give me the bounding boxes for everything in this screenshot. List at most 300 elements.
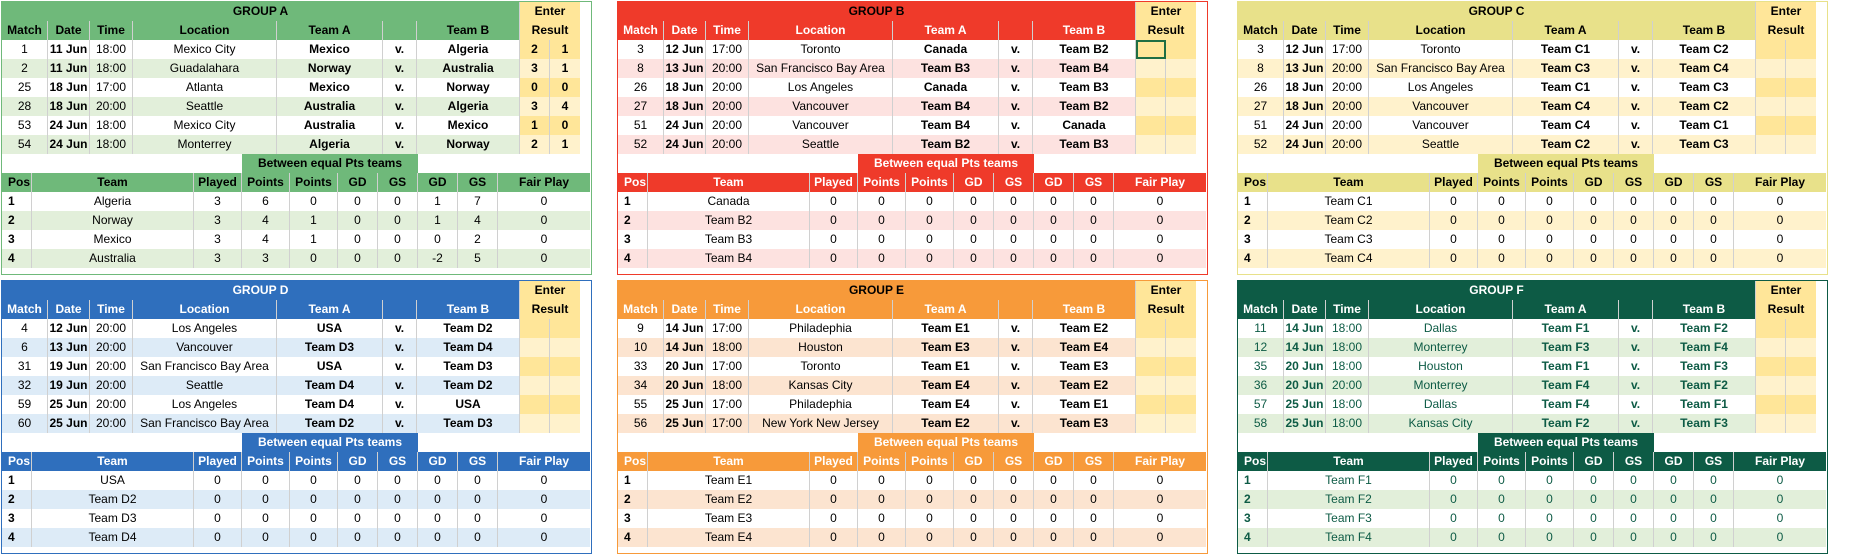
standings-between-gd: 0 bbox=[1574, 230, 1614, 249]
match-time: 20:00 bbox=[1326, 376, 1369, 395]
score-b-cell[interactable] bbox=[550, 376, 580, 395]
match-location: New York New Jersey bbox=[749, 414, 893, 433]
standings-header-gd: GD bbox=[1654, 173, 1694, 192]
match-time: 20:00 bbox=[1326, 116, 1369, 135]
header-team-b: Team B bbox=[1653, 21, 1756, 40]
match-vs: v. bbox=[999, 319, 1033, 338]
standings-team: Team C1 bbox=[1268, 192, 1430, 211]
standings-pos: 1 bbox=[2, 192, 32, 211]
match-row bbox=[2, 395, 591, 414]
standings-gd: 0 bbox=[1654, 509, 1694, 528]
match-location: Toronto bbox=[749, 357, 893, 376]
header-time: Time bbox=[1326, 300, 1369, 319]
score-a-cell[interactable] bbox=[1756, 376, 1786, 395]
match-time: 20:00 bbox=[90, 395, 133, 414]
score-a-cell[interactable]: 1 bbox=[520, 116, 550, 135]
match-team-b: Team F1 bbox=[1653, 395, 1756, 414]
standings-between-gd: 0 bbox=[954, 490, 994, 509]
standings-played: 3 bbox=[194, 192, 242, 211]
standings-row bbox=[618, 192, 1207, 211]
standings-header-between-gd: GD bbox=[954, 452, 994, 471]
score-b-cell[interactable] bbox=[1166, 135, 1196, 154]
match-row bbox=[618, 357, 1207, 376]
match-location: Seattle bbox=[749, 135, 893, 154]
match-location: Kansas City bbox=[749, 376, 893, 395]
standings-gs: 0 bbox=[1694, 490, 1734, 509]
match-number: 52 bbox=[1238, 135, 1284, 154]
standings-fair-play: 0 bbox=[1734, 230, 1826, 249]
match-vs: v. bbox=[1619, 376, 1653, 395]
score-b-cell[interactable] bbox=[1786, 376, 1816, 395]
standings-points: 0 bbox=[858, 528, 906, 547]
match-team-a: Team F4 bbox=[1513, 376, 1619, 395]
standings-between-points: 0 bbox=[1526, 211, 1574, 230]
standings-played: 0 bbox=[194, 490, 242, 509]
match-location: Houston bbox=[749, 338, 893, 357]
match-vs: v. bbox=[999, 59, 1033, 78]
score-a-cell[interactable] bbox=[1136, 135, 1166, 154]
score-b-cell[interactable] bbox=[1786, 319, 1816, 338]
match-vs: v. bbox=[383, 40, 417, 59]
score-a-cell[interactable] bbox=[520, 357, 550, 376]
standings-header-between-points: Points bbox=[1526, 452, 1574, 471]
score-b-cell[interactable] bbox=[1166, 116, 1196, 135]
standings-between-gd: 0 bbox=[338, 211, 378, 230]
score-a-cell[interactable] bbox=[1756, 116, 1786, 135]
match-time: 20:00 bbox=[706, 116, 749, 135]
score-b-cell[interactable]: 1 bbox=[550, 40, 580, 59]
standings-between-points: 0 bbox=[290, 528, 338, 547]
standings-row bbox=[1238, 528, 1827, 547]
score-a-cell[interactable] bbox=[1136, 78, 1166, 97]
score-b-cell[interactable] bbox=[1786, 414, 1816, 433]
score-b-cell[interactable] bbox=[1786, 40, 1816, 59]
match-location: Dallas bbox=[1369, 395, 1513, 414]
score-a-cell[interactable] bbox=[520, 395, 550, 414]
standings-header-played: Played bbox=[1430, 173, 1478, 192]
standings-header-fair-play: Fair Play bbox=[498, 173, 590, 192]
match-date: 25 Jun bbox=[1284, 395, 1326, 414]
match-location: Toronto bbox=[1369, 40, 1513, 59]
header-match: Match bbox=[1238, 300, 1284, 319]
standings-team: Algeria bbox=[32, 192, 194, 211]
match-number: 28 bbox=[2, 97, 48, 116]
standings-played: 0 bbox=[810, 230, 858, 249]
match-team-b: Team E2 bbox=[1033, 376, 1136, 395]
score-a-cell[interactable] bbox=[1756, 78, 1786, 97]
score-b-cell[interactable]: 4 bbox=[550, 97, 580, 116]
score-b-cell[interactable] bbox=[550, 319, 580, 338]
between-row bbox=[2, 433, 591, 452]
match-row bbox=[1238, 414, 1827, 433]
match-row bbox=[618, 97, 1207, 116]
match-vs: v. bbox=[1619, 40, 1653, 59]
standings-between-gd: 0 bbox=[1574, 528, 1614, 547]
standings-between-gs: 0 bbox=[994, 528, 1034, 547]
match-row bbox=[2, 59, 591, 78]
standings-gd: 0 bbox=[1654, 528, 1694, 547]
match-team-a: Team E1 bbox=[893, 357, 999, 376]
group-title-row bbox=[2, 2, 591, 21]
header-date: Date bbox=[664, 300, 706, 319]
match-team-a: Team E2 bbox=[893, 414, 999, 433]
standings-played: 0 bbox=[1430, 471, 1478, 490]
match-row bbox=[1238, 338, 1827, 357]
standings-between-gs: 0 bbox=[994, 490, 1034, 509]
score-a-cell[interactable] bbox=[1136, 40, 1166, 59]
standings-between-gs: 0 bbox=[378, 490, 418, 509]
standings-between-points: 0 bbox=[290, 471, 338, 490]
standings-played: 0 bbox=[1430, 509, 1478, 528]
match-number: 2 bbox=[2, 59, 48, 78]
match-number: 9 bbox=[618, 319, 664, 338]
standings-team: Team B2 bbox=[648, 211, 810, 230]
standings-between-gd: 0 bbox=[1574, 211, 1614, 230]
score-b-cell[interactable] bbox=[1166, 40, 1196, 59]
standings-header-played: Played bbox=[810, 173, 858, 192]
match-location: San Francisco Bay Area bbox=[133, 414, 277, 433]
standings-pos: 4 bbox=[2, 528, 32, 547]
score-a-cell[interactable] bbox=[520, 319, 550, 338]
score-b-cell[interactable] bbox=[1786, 357, 1816, 376]
standings-header-team: Team bbox=[648, 452, 810, 471]
match-location: Vancouver bbox=[749, 116, 893, 135]
score-a-cell[interactable]: 3 bbox=[520, 59, 550, 78]
match-row bbox=[1238, 135, 1827, 154]
match-vs: v. bbox=[383, 357, 417, 376]
match-date: 18 Jun bbox=[664, 78, 706, 97]
standings-fair-play: 0 bbox=[1114, 528, 1206, 547]
score-b-cell[interactable] bbox=[1786, 338, 1816, 357]
standings-header-points: Points bbox=[858, 452, 906, 471]
group-panel-group-b bbox=[617, 1, 1208, 275]
match-number: 51 bbox=[618, 116, 664, 135]
standings-gs: 0 bbox=[458, 528, 498, 547]
score-b-cell[interactable] bbox=[1786, 135, 1816, 154]
match-location: Dallas bbox=[1369, 319, 1513, 338]
score-b-cell[interactable] bbox=[1166, 319, 1196, 338]
score-a-cell[interactable] bbox=[1136, 97, 1166, 116]
match-team-a: Team C4 bbox=[1513, 116, 1619, 135]
score-a-cell[interactable] bbox=[1136, 319, 1166, 338]
header-date: Date bbox=[48, 21, 90, 40]
standings-played: 0 bbox=[1430, 490, 1478, 509]
match-number: 52 bbox=[618, 135, 664, 154]
standings-team: Team B4 bbox=[648, 249, 810, 268]
score-b-cell[interactable] bbox=[550, 338, 580, 357]
header-team-b: Team B bbox=[1653, 300, 1756, 319]
standings-between-gs: 0 bbox=[994, 211, 1034, 230]
score-a-cell[interactable] bbox=[1756, 59, 1786, 78]
result-label: Result bbox=[1136, 300, 1196, 319]
standings-between-points: 0 bbox=[1526, 490, 1574, 509]
standings-fair-play: 0 bbox=[1734, 509, 1826, 528]
match-location: San Francisco Bay Area bbox=[1369, 59, 1513, 78]
score-a-cell[interactable] bbox=[1756, 135, 1786, 154]
enter-label: Enter bbox=[1136, 281, 1196, 300]
between-spacer bbox=[2, 154, 242, 173]
header-vs-blank bbox=[1619, 21, 1653, 40]
group-grid bbox=[618, 2, 1207, 274]
match-vs: v. bbox=[1619, 338, 1653, 357]
match-team-a: Team D2 bbox=[277, 414, 383, 433]
match-number: 12 bbox=[1238, 338, 1284, 357]
standings-gd: 0 bbox=[418, 471, 458, 490]
standings-played: 3 bbox=[194, 230, 242, 249]
group-title: GROUP A bbox=[2, 2, 520, 21]
match-date: 18 Jun bbox=[48, 97, 90, 116]
group-grid bbox=[2, 2, 591, 274]
score-a-cell[interactable] bbox=[1136, 376, 1166, 395]
match-team-a: Team F2 bbox=[1513, 414, 1619, 433]
match-number: 59 bbox=[2, 395, 48, 414]
score-b-cell[interactable] bbox=[1166, 357, 1196, 376]
match-date: 12 Jun bbox=[664, 40, 706, 59]
match-number: 3 bbox=[618, 40, 664, 59]
standings-points: 3 bbox=[242, 249, 290, 268]
group-title: GROUP B bbox=[618, 2, 1136, 21]
standings-fair-play: 0 bbox=[498, 509, 590, 528]
standings-between-gd: 0 bbox=[1574, 192, 1614, 211]
score-a-cell[interactable] bbox=[1756, 395, 1786, 414]
standings-gd: 0 bbox=[1034, 211, 1074, 230]
standings-played: 0 bbox=[810, 509, 858, 528]
score-b-cell[interactable] bbox=[1786, 97, 1816, 116]
match-vs: v. bbox=[383, 116, 417, 135]
group-title: GROUP C bbox=[1238, 2, 1756, 21]
score-b-cell[interactable]: 1 bbox=[550, 59, 580, 78]
match-number: 11 bbox=[1238, 319, 1284, 338]
score-a-cell[interactable] bbox=[1136, 59, 1166, 78]
match-row bbox=[1238, 395, 1827, 414]
standings-between-gs: 0 bbox=[378, 249, 418, 268]
standings-between-gs: 0 bbox=[1614, 211, 1654, 230]
header-vs-blank bbox=[383, 21, 417, 40]
match-number: 4 bbox=[2, 319, 48, 338]
match-number: 34 bbox=[618, 376, 664, 395]
score-a-cell[interactable] bbox=[1136, 338, 1166, 357]
match-team-b: Australia bbox=[417, 59, 520, 78]
match-number: 25 bbox=[2, 78, 48, 97]
match-vs: v. bbox=[383, 395, 417, 414]
match-location: Mexico City bbox=[133, 40, 277, 59]
between-equal-pts-label: Between equal Pts teams bbox=[242, 154, 418, 173]
match-time: 18:00 bbox=[1326, 319, 1369, 338]
score-b-cell[interactable] bbox=[550, 414, 580, 433]
standings-points: 0 bbox=[858, 509, 906, 528]
match-team-a: Team B3 bbox=[893, 59, 999, 78]
standings-header-played: Played bbox=[194, 173, 242, 192]
standings-row bbox=[2, 509, 591, 528]
match-team-b: Team D2 bbox=[417, 319, 520, 338]
match-time: 17:00 bbox=[1326, 40, 1369, 59]
standings-fair-play: 0 bbox=[1734, 490, 1826, 509]
match-team-b: Team D3 bbox=[417, 357, 520, 376]
score-a-cell[interactable] bbox=[520, 376, 550, 395]
match-time: 18:00 bbox=[1326, 357, 1369, 376]
standings-gd: 0 bbox=[1034, 192, 1074, 211]
standings-header-pos: Pos bbox=[2, 173, 32, 192]
match-time: 20:00 bbox=[1326, 135, 1369, 154]
score-a-cell[interactable] bbox=[1756, 97, 1786, 116]
score-b-cell[interactable] bbox=[1166, 338, 1196, 357]
standings-header-gs: GS bbox=[1694, 173, 1734, 192]
standings-header-between-points: Points bbox=[906, 173, 954, 192]
match-location: Mexico City bbox=[133, 116, 277, 135]
match-team-a: Canada bbox=[893, 40, 999, 59]
standings-points: 0 bbox=[1478, 211, 1526, 230]
match-vs: v. bbox=[999, 395, 1033, 414]
standings-fair-play: 0 bbox=[1734, 471, 1826, 490]
score-a-cell[interactable] bbox=[1756, 319, 1786, 338]
standings-gd: 0 bbox=[1034, 490, 1074, 509]
score-b-cell[interactable] bbox=[1166, 59, 1196, 78]
match-vs: v. bbox=[383, 78, 417, 97]
score-a-cell[interactable] bbox=[1136, 395, 1166, 414]
match-team-b: Team F2 bbox=[1653, 319, 1756, 338]
standings-fair-play: 0 bbox=[1114, 230, 1206, 249]
between-spacer bbox=[1238, 154, 1478, 173]
standings-header-played: Played bbox=[1430, 452, 1478, 471]
match-vs: v. bbox=[1619, 59, 1653, 78]
match-time: 18:00 bbox=[1326, 395, 1369, 414]
match-team-b: Team D4 bbox=[417, 338, 520, 357]
score-a-cell[interactable] bbox=[1756, 414, 1786, 433]
standings-header-between-gd: GD bbox=[1574, 452, 1614, 471]
standings-gd: 0 bbox=[418, 509, 458, 528]
standings-header-gs: GS bbox=[458, 452, 498, 471]
match-number: 33 bbox=[618, 357, 664, 376]
match-date: 14 Jun bbox=[664, 338, 706, 357]
standings-fair-play: 0 bbox=[498, 192, 590, 211]
match-date: 20 Jun bbox=[1284, 376, 1326, 395]
score-a-cell[interactable] bbox=[1756, 40, 1786, 59]
score-b-cell[interactable]: 0 bbox=[550, 116, 580, 135]
match-row bbox=[618, 59, 1207, 78]
standings-fair-play: 0 bbox=[1114, 211, 1206, 230]
standings-header-row bbox=[1238, 452, 1827, 471]
standings-header-played: Played bbox=[194, 452, 242, 471]
standings-fair-play: 0 bbox=[1734, 192, 1826, 211]
score-a-cell[interactable] bbox=[520, 338, 550, 357]
between-equal-pts-label: Between equal Pts teams bbox=[1478, 154, 1654, 173]
standings-row bbox=[618, 471, 1207, 490]
match-team-a: Team D4 bbox=[277, 376, 383, 395]
score-a-cell[interactable]: 0 bbox=[520, 78, 550, 97]
standings-between-gs: 0 bbox=[1614, 249, 1654, 268]
score-a-cell[interactable] bbox=[1136, 414, 1166, 433]
standings-points: 4 bbox=[242, 230, 290, 249]
score-b-cell[interactable] bbox=[1166, 97, 1196, 116]
match-time: 20:00 bbox=[90, 319, 133, 338]
standings-fair-play: 0 bbox=[1114, 249, 1206, 268]
header-team-b: Team B bbox=[417, 300, 520, 319]
standings-pos: 4 bbox=[618, 528, 648, 547]
standings-between-points: 0 bbox=[906, 230, 954, 249]
standings-points: 0 bbox=[242, 528, 290, 547]
standings-points: 6 bbox=[242, 192, 290, 211]
match-header-row bbox=[618, 300, 1207, 319]
standings-gs: 0 bbox=[1694, 249, 1734, 268]
standings-gd: 0 bbox=[1654, 211, 1694, 230]
match-team-a: Team E1 bbox=[893, 319, 999, 338]
score-b-cell[interactable] bbox=[1166, 78, 1196, 97]
standings-played: 0 bbox=[810, 249, 858, 268]
score-a-cell[interactable] bbox=[1136, 357, 1166, 376]
score-a-cell[interactable] bbox=[1756, 357, 1786, 376]
standings-pos: 3 bbox=[618, 509, 648, 528]
standings-between-gs: 0 bbox=[1614, 528, 1654, 547]
standings-fair-play: 0 bbox=[498, 211, 590, 230]
score-b-cell[interactable] bbox=[550, 357, 580, 376]
score-b-cell[interactable] bbox=[1786, 395, 1816, 414]
standings-header-between-gd: GD bbox=[338, 452, 378, 471]
score-b-cell[interactable] bbox=[550, 395, 580, 414]
score-b-cell[interactable]: 0 bbox=[550, 78, 580, 97]
score-b-cell[interactable] bbox=[1786, 78, 1816, 97]
standings-gs: 0 bbox=[1074, 211, 1114, 230]
standings-gs: 0 bbox=[458, 490, 498, 509]
score-a-cell[interactable] bbox=[520, 414, 550, 433]
match-date: 18 Jun bbox=[664, 97, 706, 116]
match-date: 24 Jun bbox=[664, 116, 706, 135]
match-number: 32 bbox=[2, 376, 48, 395]
match-date: 14 Jun bbox=[664, 319, 706, 338]
score-b-cell[interactable]: 1 bbox=[550, 135, 580, 154]
score-a-cell[interactable] bbox=[1136, 116, 1166, 135]
score-b-cell[interactable] bbox=[1166, 414, 1196, 433]
match-row bbox=[1238, 40, 1827, 59]
standings-header-between-gs: GS bbox=[1614, 173, 1654, 192]
standings-fair-play: 0 bbox=[1734, 249, 1826, 268]
score-b-cell[interactable] bbox=[1166, 395, 1196, 414]
standings-row bbox=[2, 230, 591, 249]
standings-team: Mexico bbox=[32, 230, 194, 249]
standings-gd: 0 bbox=[418, 490, 458, 509]
match-team-a: Team E4 bbox=[893, 376, 999, 395]
header-time: Time bbox=[1326, 21, 1369, 40]
match-team-b: Team E4 bbox=[1033, 338, 1136, 357]
standings-pos: 3 bbox=[2, 509, 32, 528]
score-a-cell[interactable]: 3 bbox=[520, 97, 550, 116]
score-b-cell[interactable] bbox=[1166, 376, 1196, 395]
match-team-b: Team B2 bbox=[1033, 97, 1136, 116]
score-a-cell[interactable]: 2 bbox=[520, 40, 550, 59]
standings-fair-play: 0 bbox=[498, 471, 590, 490]
match-row bbox=[1238, 319, 1827, 338]
standings-header-pos: Pos bbox=[1238, 452, 1268, 471]
score-b-cell[interactable] bbox=[1786, 116, 1816, 135]
standings-pos: 2 bbox=[2, 490, 32, 509]
score-a-cell[interactable] bbox=[1756, 338, 1786, 357]
group-title: GROUP E bbox=[618, 281, 1136, 300]
match-number: 6 bbox=[2, 338, 48, 357]
standings-between-gs: 0 bbox=[994, 192, 1034, 211]
match-team-b: Team F3 bbox=[1653, 357, 1756, 376]
match-row bbox=[2, 97, 591, 116]
score-b-cell[interactable] bbox=[1786, 59, 1816, 78]
match-team-a: Australia bbox=[277, 97, 383, 116]
standings-between-gd: 0 bbox=[1574, 509, 1614, 528]
match-location: Los Angeles bbox=[133, 319, 277, 338]
score-a-cell[interactable]: 2 bbox=[520, 135, 550, 154]
match-team-b: Algeria bbox=[417, 40, 520, 59]
match-date: 24 Jun bbox=[48, 135, 90, 154]
header-date: Date bbox=[48, 300, 90, 319]
group-panel-group-a bbox=[1, 1, 592, 275]
standings-gs: 0 bbox=[1074, 509, 1114, 528]
match-row bbox=[618, 78, 1207, 97]
